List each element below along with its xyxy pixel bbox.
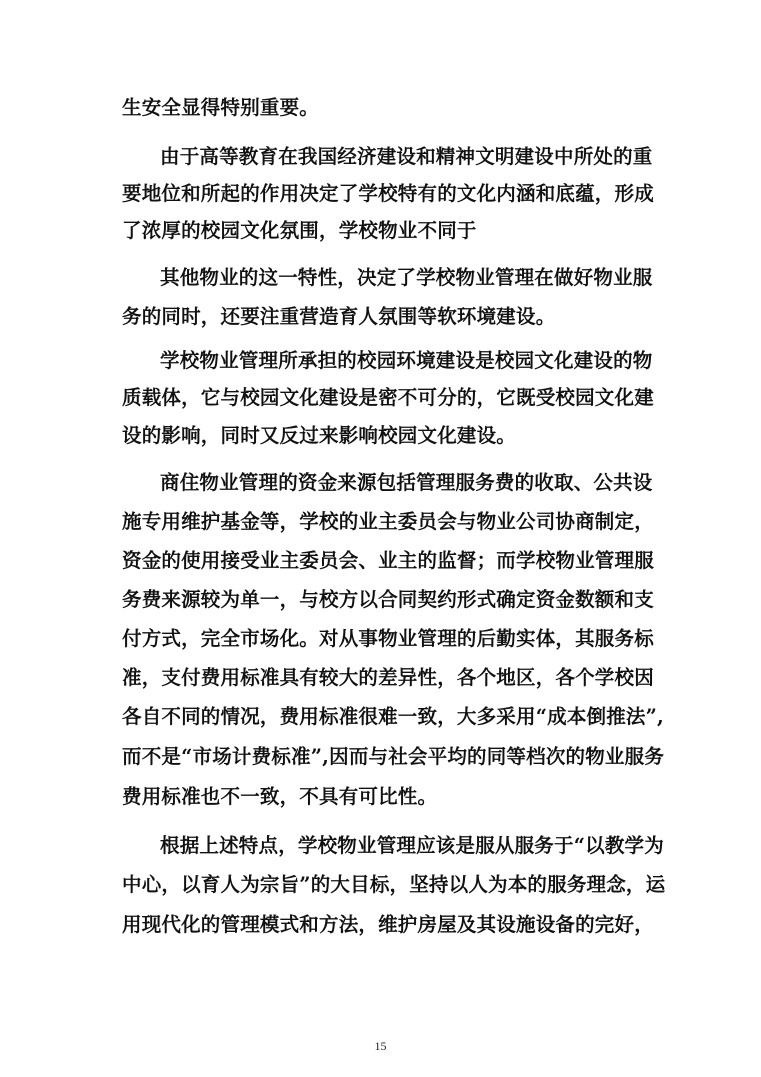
paragraph-start-line: 其他物业的这一特性，决定了学校物业管理在做好物业服 — [160, 266, 653, 289]
paragraph-start-line: 商住物业管理的资金来源包括管理服务费的收取、公共设 — [160, 471, 653, 494]
text-line: 而不是“市场计费标准”,因而与社会平均的同等档次的物业服务 — [122, 745, 665, 768]
text-line: 资金的使用接受业主委员会、业主的监督；而学校物业管理服 — [122, 549, 654, 572]
text-line: 用现代化的管理模式和方法，维护房屋及其设施设备的完好， — [122, 913, 654, 936]
text-line: 了浓厚的校园文化氛围，学校物业不同于 — [122, 219, 477, 242]
text-line: 要地位和所起的作用决定了学校特有的文化内涵和底蕴，形成 — [122, 182, 654, 205]
paragraph-start-line: 根据上述特点，学校物业管理应该是服从服务于“以教学为 — [160, 834, 664, 857]
text-line: 务的同时，还要注重营造育人氛围等软环境建设。 — [122, 305, 556, 328]
paragraph-start-line: 学校物业管理所承担的校园环境建设是校园文化建设的物 — [160, 349, 653, 372]
text-line: 准，支付费用标准具有较大的差异性，各个地区，各个学校因 — [122, 666, 654, 689]
text-line: 中心，以育人为宗旨”的大目标，坚持以人为本的服务理念，运 — [122, 873, 666, 896]
text-line: 各自不同的情况，费用标准很难一致，大多采用“成本倒推法”, — [122, 705, 665, 728]
text-line: 施专用维护基金等，学校的业主委员会与物业公司协商制定， — [122, 510, 654, 533]
paragraph-start-line: 由于高等教育在我国经济建设和精神文明建设中所处的重 — [160, 145, 653, 168]
page-number: 15 — [374, 1039, 387, 1053]
text-line: 质载体，它与校园文化建设是密不可分的，它既受校园文化建 — [122, 386, 654, 409]
text-line: 设的影响，同时又反过来影响校园文化建设。 — [122, 424, 517, 447]
text-line: 付方式，完全市场化。对从事物业管理的后勤实体，其服务标 — [122, 627, 654, 650]
text-line: 务费来源较为单一，与校方以合同契约形式确定资金数额和支 — [122, 588, 654, 611]
text-line: 费用标准也不一致，不具有可比性。 — [122, 785, 438, 808]
text-line: 生安全显得特别重要。 — [122, 96, 320, 119]
